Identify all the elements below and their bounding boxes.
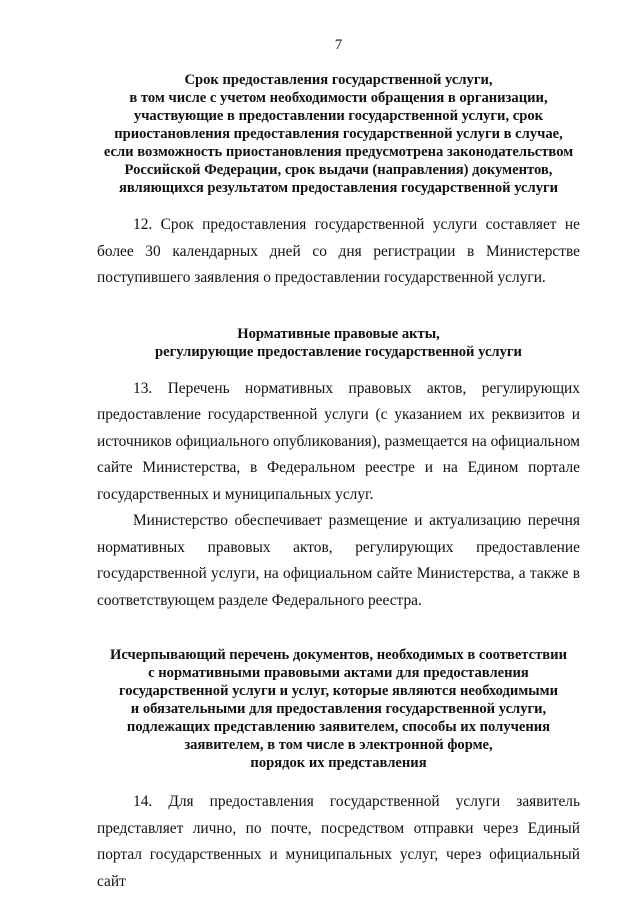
heading-line: государственной услуги и услуг, которые являются необходимыми xyxy=(118,683,559,699)
heading-line: приостановления предоставления государственной услуги в случае, xyxy=(114,126,563,142)
heading-legal-acts xyxy=(97,325,580,361)
heading-line: Российской Федерации, срок выдачи (направления) документов, xyxy=(124,162,553,178)
heading-line: Исчерпывающий перечень документов, необходимых в соответствии xyxy=(109,647,567,663)
heading-line: в том числе с учетом необходимости обращения в организации, xyxy=(129,90,548,106)
heading-line: если возможность приостановления предусмотрена законодательством xyxy=(103,144,574,160)
heading-line: подлежащих представлению заявителем, способы их получения xyxy=(126,719,551,735)
heading-line: и обязательными для предоставления государственной услуги, xyxy=(130,701,547,717)
paragraph-14: 14. Для предоставления государственной услуги заявитель представляет лично, по почте, посредством отправки через Единый портал государственных и муниципальных услуг, через официальный сайт xyxy=(97,793,580,890)
heading-line: Нормативные правовые акты, xyxy=(237,325,440,342)
heading-documents xyxy=(97,646,580,772)
paragraph-13-continuation: Министерство обеспечивает размещение и актуализацию перечня нормативных правовых актов, регулирующих предоставление государственной услуги, на официальном сайте Министерства, а также в соответствующем разделе Федерального реестра. xyxy=(97,512,580,609)
heading-line: заявителем, в том числе в электронной форме, xyxy=(184,737,493,753)
heading-line: регулирующие предоставление государственной услуги xyxy=(155,343,522,360)
paragraph-13: 13. Перечень нормативных правовых актов, регулирующих предоставление государственной услуги (с указанием их реквизитов и источников официального опубликования), размещается на официальном сайте Министерства, в Федеральном реестре и на Едином портале государственных и муниципальных услуг. xyxy=(97,379,580,503)
heading-line: с нормативными правовыми актами для предоставления xyxy=(148,665,529,681)
paragraph-12: 12. Срок предоставления государственной услуги составляет не более 30 календарных дней со дня регистрации в Министерстве поступившего заявления о предоставлении государственной услуги. xyxy=(97,216,580,286)
heading-line: Срок предоставления государственной услуги, xyxy=(184,72,493,88)
heading-service-time xyxy=(97,71,580,197)
heading-line: являющихся результатом предоставления государственной услуги xyxy=(118,180,559,196)
heading-line: порядок их представления xyxy=(250,755,427,771)
page-number: 7 xyxy=(334,37,343,53)
heading-line: участвующие в предоставлении государственной услуги, срок xyxy=(133,108,544,124)
